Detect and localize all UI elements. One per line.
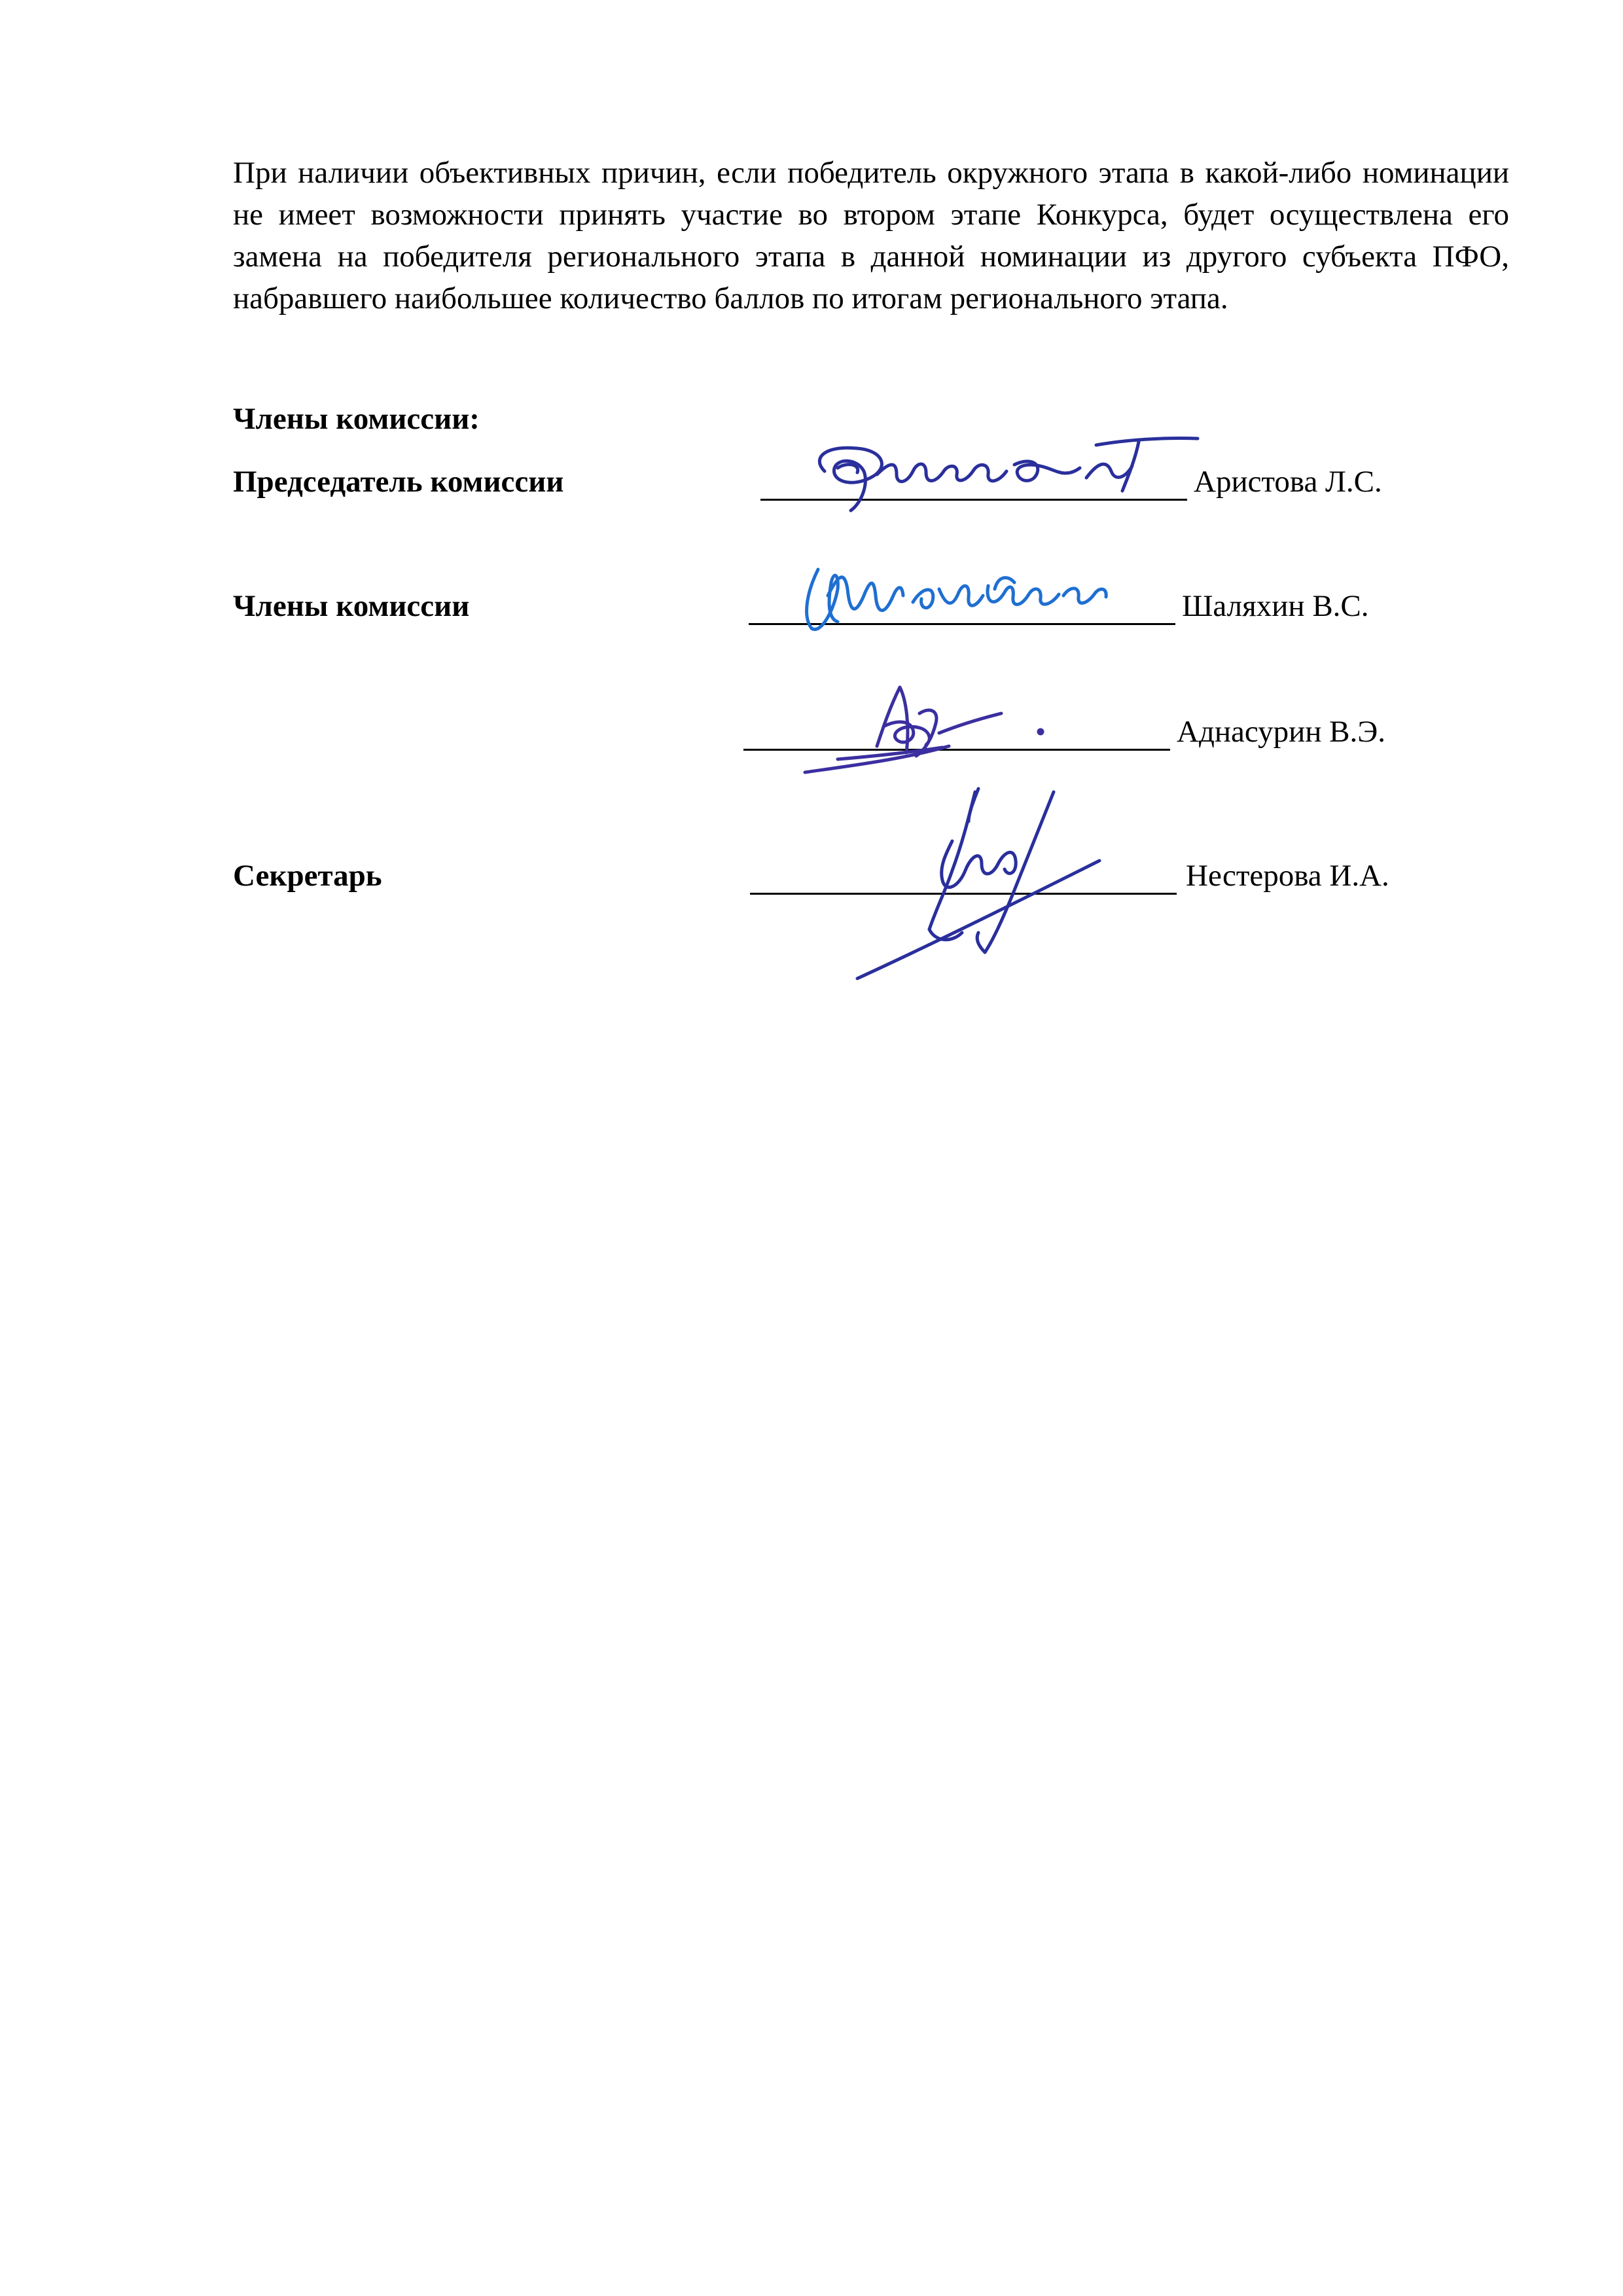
role-member: Члены комиссии bbox=[233, 589, 470, 623]
signature-chairman bbox=[798, 432, 1204, 517]
name-member-2: Аднасурин В.Э. bbox=[1177, 715, 1386, 749]
role-chairman: Председатель комиссии bbox=[233, 465, 564, 499]
body-paragraph: При наличии объективных причин, если победитель окружного этапа в какой-либо номинации не имеет возможности принять участие во втором этапе Конкурса, будет осуществлена его замена на победителя регионального этапа в данной номинации из другого субъекта ПФО, набравшего наибольшее количество баллов по итогам регионального этапа. bbox=[233, 156, 1509, 315]
name-secretary: Нестерова И.А. bbox=[1186, 859, 1389, 893]
name-chairman: Аристова Л.С. bbox=[1194, 465, 1382, 499]
commission-heading: Члены комиссии: bbox=[233, 402, 480, 436]
name-member-1: Шаляхин В.С. bbox=[1182, 589, 1369, 623]
signature-secretary bbox=[838, 779, 1139, 995]
signature-member-2 bbox=[798, 674, 1073, 785]
signature-member-1 bbox=[798, 556, 1139, 635]
role-secretary: Секретарь bbox=[233, 859, 382, 893]
